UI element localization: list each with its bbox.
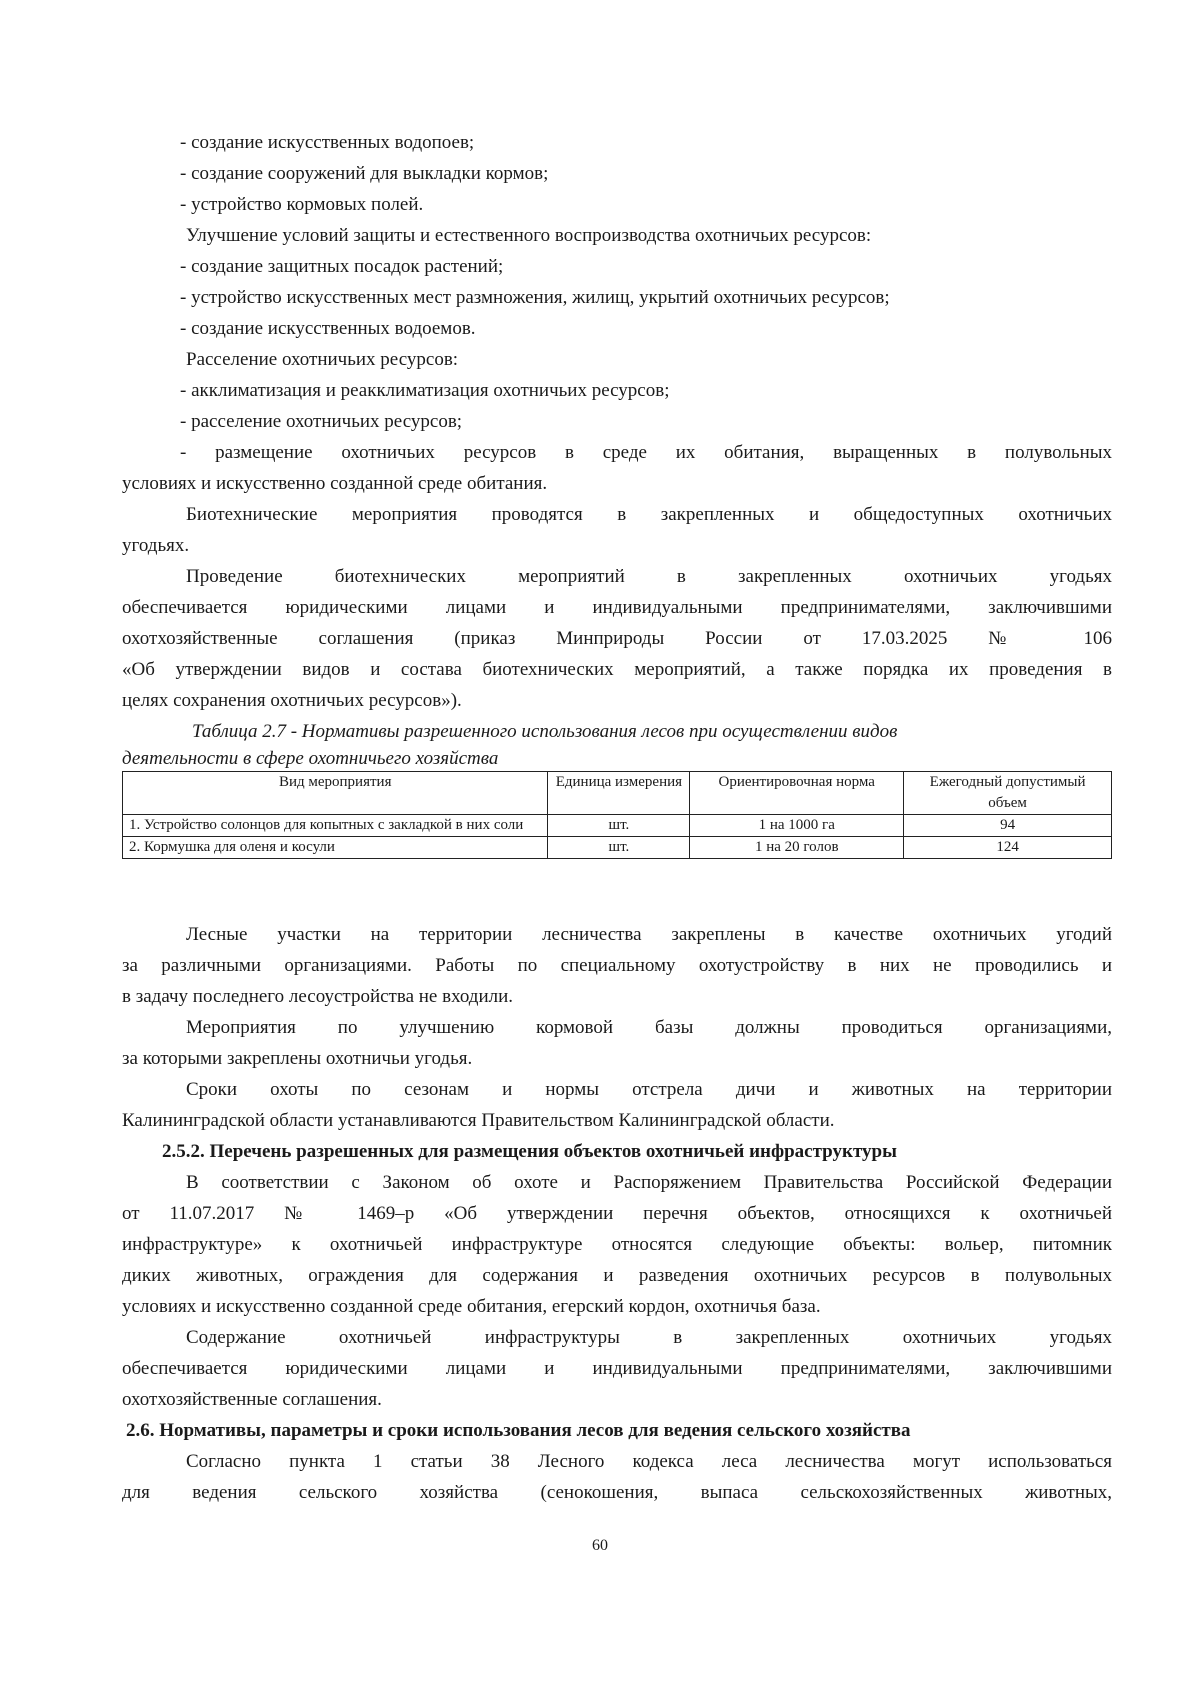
paragraph-line: за которыми закреплены охотничьи угодья. (122, 1048, 473, 1069)
list-item: - создание сооружений для выкладки кормов; (180, 163, 549, 184)
list-item: - расселение охотничьих ресурсов; (180, 411, 463, 432)
table-header: Единица измерения (548, 772, 690, 815)
table-row (123, 837, 1112, 859)
table-cell: 2. Кормушка для оленя и косули (123, 837, 548, 859)
paragraph-line: Биотехнические мероприятия проводятся в закрепленных и общедоступных охотничьих (186, 504, 1112, 525)
paragraph-line: Мероприятия по улучшению кормовой базы должны проводиться организациями, (186, 1017, 1112, 1038)
text-block-bottom (122, 919, 1112, 1508)
paragraph-line: для ведения сельского хозяйства (сенокошения, выпаса сельскохозяйственных животных, (122, 1482, 1112, 1503)
paragraph (122, 919, 1112, 1012)
table-cell: 1 на 1000 га (690, 815, 904, 837)
table-cell: 94 (904, 815, 1112, 837)
caption-line: деятельности в сфере охотничьего хозяйства (122, 748, 499, 769)
paragraph-line: Согласно пункта 1 статьи 38 Лесного кодекса леса лесничества могут использоваться (186, 1451, 1112, 1472)
table-cell: 1. Устройство солонцов для копытных с закладкой в них соли (123, 815, 548, 837)
list-item-paragraph (122, 437, 1112, 499)
paragraph-line: от 11.07.2017 № 1469–р «Об утверждении перечня объектов, относящихся к охотничьей (122, 1203, 1112, 1224)
table-header: Ориентировочная норма (690, 772, 904, 815)
list-item: - создание искусственных водопоев; (180, 132, 475, 153)
paragraph-line: Калининградской области устанавливаются Правительством Калининградской области. (122, 1110, 835, 1131)
paragraph-line: диких животных, ограждения для содержания и разведения охотничьих ресурсов в полувольных (122, 1265, 1112, 1286)
section-label: Расселение охотничьих ресурсов: (186, 349, 459, 370)
paragraph-line: за различными организациями. Работы по специальному охотустройству в них не проводились и (122, 955, 1112, 976)
list-item: - устройство кормовых полей. (180, 194, 424, 215)
paragraph (122, 561, 1112, 716)
list-item: - создание защитных посадок растений; (180, 256, 504, 277)
paragraph-line: Сроки охоты по сезонам и нормы отстрела дичи и животных на территории (186, 1079, 1112, 1100)
table-row (123, 815, 1112, 837)
paragraph-line: В соответствии с Законом об охоте и Распоряжением Правительства Российской Федерации (186, 1172, 1112, 1193)
table-caption (122, 716, 1112, 771)
paragraph-line: Содержание охотничьей инфраструктуры в закрепленных охотничьих угодьях (186, 1327, 1112, 1348)
list-item: - акклиматизация и реакклиматизация охотничьих ресурсов; (180, 380, 670, 401)
list-item: - создание искусственных водоемов. (180, 318, 476, 339)
paragraph-line: - размещение охотничьих ресурсов в среде их обитания, выращенных в полувольных (180, 442, 1112, 463)
table-cell: 1 на 20 голов (690, 837, 904, 859)
paragraph-line: охотхозяйственные соглашения (приказ Минприроды России от 17.03.2025 № 106 (122, 628, 1112, 649)
paragraph-line: обеспечивается юридическими лицами и индивидуальными предпринимателями, заключившими (122, 597, 1112, 618)
section-label: Улучшение условий защиты и естественного воспроизводства охотничьих ресурсов: (186, 225, 872, 246)
paragraph-line: Лесные участки на территории лесничества закреплены в качестве охотничьих угодий (186, 924, 1112, 945)
paragraph-line: в задачу последнего лесоустройства не входили. (122, 986, 514, 1007)
paragraph-line: целях сохранения охотничьих ресурсов»). (122, 690, 462, 711)
paragraph (122, 1167, 1112, 1322)
paragraph (122, 499, 1112, 561)
list-item: - устройство искусственных мест размножения, жилищ, укрытий охотничьих ресурсов; (180, 287, 890, 308)
table-cell: шт. (548, 837, 690, 859)
paragraph-line: условиях и искусственно созданной среде обитания, егерский кордон, охотничья база. (122, 1296, 821, 1317)
paragraph (122, 1322, 1112, 1415)
table-cell: 124 (904, 837, 1112, 859)
paragraph (122, 1012, 1112, 1074)
table-cell: шт. (548, 815, 690, 837)
text-block-top (122, 127, 1112, 859)
section-heading: 2.5.2. Перечень разрешенных для размещения объектов охотничьей инфраструктуры (162, 1141, 897, 1162)
norms-table (122, 771, 1112, 859)
caption-line: Таблица 2.7 - Нормативы разрешенного использования лесов при осуществлении видов (192, 721, 898, 742)
paragraph-line: «Об утверждении видов и состава биотехнических мероприятий, а также порядка их проведения в (122, 659, 1112, 680)
paragraph-line: инфраструктуре» к охотничьей инфраструктуре относятся следующие объекты: вольер, питомник (122, 1234, 1112, 1255)
paragraph-line: обеспечивается юридическими лицами и индивидуальными предпринимателями, заключившими (122, 1358, 1112, 1379)
paragraph-line: угодьях. (122, 535, 190, 556)
section-heading: 2.6. Нормативы, параметры и сроки использования лесов для ведения сельского хозяйства (126, 1420, 911, 1441)
paragraph (122, 1074, 1112, 1136)
paragraph-line: Проведение биотехнических мероприятий в закрепленных охотничьих угодьях (186, 566, 1112, 587)
paragraph-line: условиях и искусственно созданной среде обитания. (122, 473, 548, 494)
table-header: Ежегодный допустимый объем (904, 772, 1112, 815)
paragraph (122, 1446, 1112, 1508)
paragraph-line: охотхозяйственные соглашения. (122, 1389, 382, 1410)
page-number: 60 (592, 1537, 608, 1554)
table-header: Вид мероприятия (123, 772, 548, 815)
